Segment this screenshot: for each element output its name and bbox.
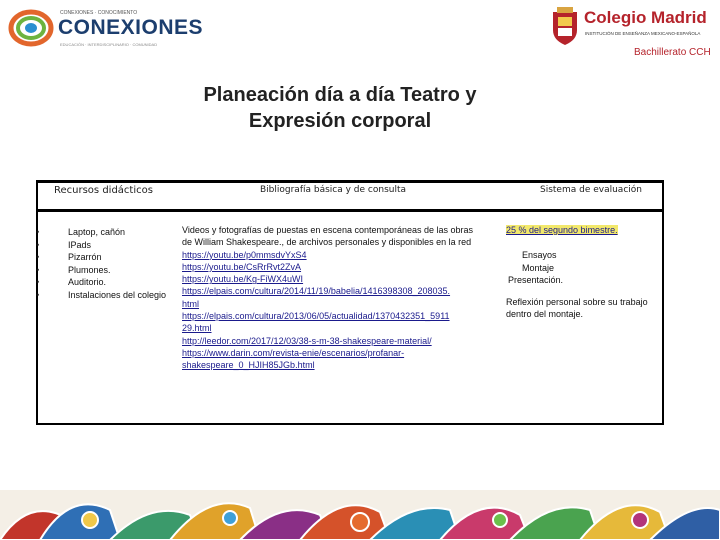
bibliography-cell [182, 224, 504, 372]
decorative-stained-glass-band [0, 490, 720, 540]
bibliography-text-line: de William Shakespeare., de archivos personales y disponibles en la red [182, 237, 472, 248]
table-right-border [662, 180, 664, 425]
header-evaluation: Sistema de evaluación [540, 185, 642, 195]
bibliography-link[interactable]: https://www.darin.com/revista-enie/escenarios/profanar- [182, 347, 405, 358]
bibliography-link[interactable]: https://elpais.com/cultura/2013/06/05/actualidad/1370432351_5911 [182, 311, 450, 322]
table-left-border [36, 180, 38, 425]
list-item: • IPads [68, 239, 166, 252]
evaluation-item: Montaje [522, 262, 555, 273]
bibliography-link[interactable]: https://elpais.com/cultura/2014/11/19/babelia/1416398308_208035. [182, 286, 451, 297]
conexiones-tagline-bottom: EDUCACIÓN · INTERDISCIPLINARIO · COMUNIDAD [60, 42, 158, 47]
conexiones-tagline-top: CONEXIONES · CONOCIMIENTO [60, 10, 138, 16]
planning-table [36, 180, 664, 425]
bibliography-text-line: Videos y fotografías de puestas en escena contemporáneas de las obras [182, 225, 474, 235]
conexiones-brand: CONEXIONES [58, 16, 204, 39]
evaluation-item: Ensayos [522, 250, 557, 261]
evaluation-item: Presentación. [508, 274, 564, 285]
list-item: • Plumones. [68, 264, 166, 277]
header-bibliography: Bibliografía básica y de consulta [260, 185, 407, 195]
bibliography-link[interactable]: https://youtu.be/CsRrRvt2ZvA [182, 261, 302, 272]
stained-glass-pattern-icon [0, 490, 720, 540]
bibliography-link[interactable]: html [182, 298, 200, 309]
colegio-madrid-name: Colegio Madrid [584, 8, 707, 27]
conexiones-logo-mark-icon [8, 8, 54, 48]
table-bottom-rule [36, 423, 664, 425]
bibliography-link[interactable]: shakespeare_0_HJIH85JGb.html [182, 360, 315, 371]
list-item: • Pizarrón [68, 251, 166, 264]
page-title-line-2: Expresión corporal [248, 110, 432, 132]
resources-cell [68, 226, 166, 302]
list-item: • Auditorio. [68, 276, 166, 289]
colegio-madrid-logo [550, 6, 715, 64]
colegio-madrid-crest-icon [550, 6, 580, 46]
header-resources: Recursos didácticos [54, 185, 153, 196]
bibliography-link[interactable]: 29.html [182, 323, 212, 334]
colegio-madrid-subtitle: INSTITUCIÓN DE ENSEÑANZA MEXICANO-ESPAÑOLA [585, 31, 701, 36]
list-item: • Laptop, cañón [68, 226, 166, 239]
bibliography-link[interactable]: https://youtu.be/Kg-FiWX4uWI [182, 274, 304, 285]
evaluation-reflection-line: dentro del montaje. [506, 309, 584, 320]
conexiones-logo [8, 8, 204, 52]
table-top-rule [36, 180, 664, 183]
table-header-rule [36, 209, 664, 212]
page-title-line-1: Planeación día a día Teatro y [203, 84, 477, 106]
evaluation-highlight: 25 % del segundo bimestre. [506, 225, 618, 235]
page-title [160, 82, 520, 134]
bibliography-link[interactable]: http://leedor.com/2017/12/03/38-s-m-38-shakespeare-material/ [182, 335, 432, 346]
evaluation-cell [506, 224, 662, 321]
evaluation-reflection-line: Reflexión personal sobre su trabajo [506, 297, 648, 308]
bibliography-link[interactable]: https://youtu.be/p0mmsdvYxS4 [182, 249, 307, 260]
list-item: • Instalaciones del colegio [68, 289, 166, 302]
colegio-madrid-section: Bachillerato CCH [634, 47, 711, 58]
